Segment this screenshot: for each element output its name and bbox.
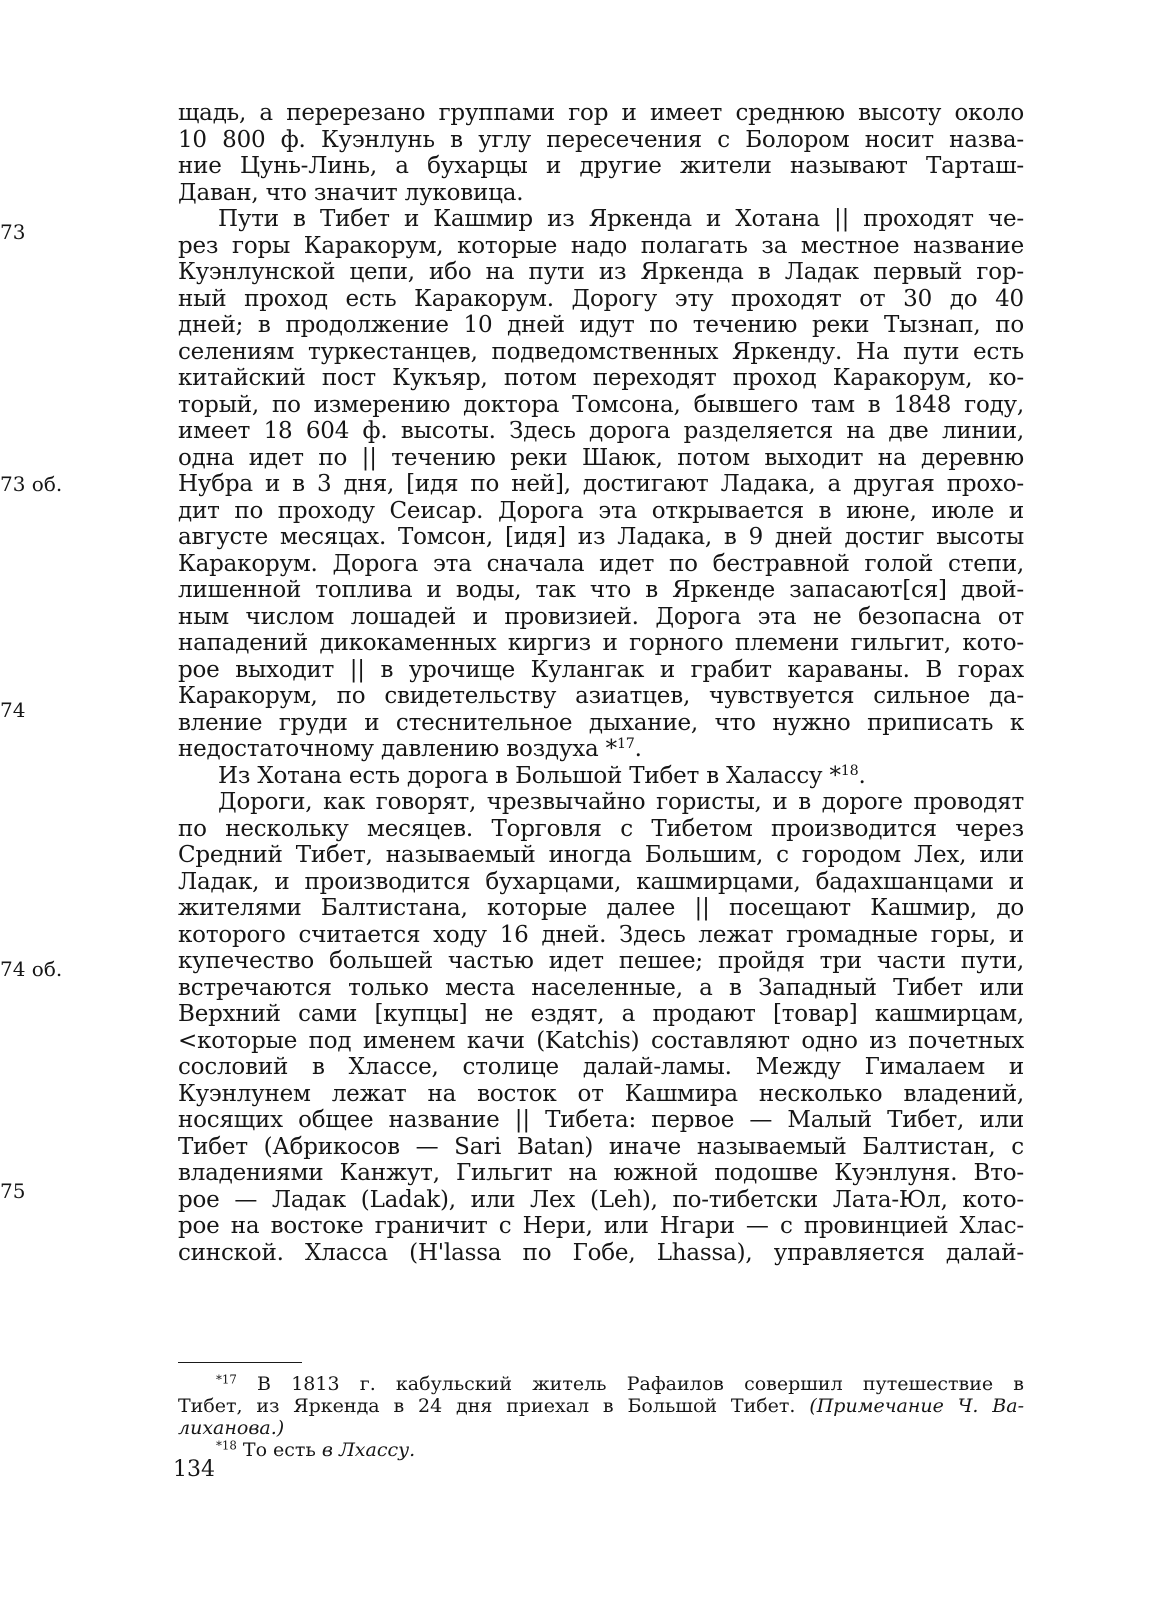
text-line: ный проход есть Каракорум. Дорогу эту проходят от 30 до 40 <box>178 285 1024 312</box>
margin-folio-note: 74 об. <box>0 957 63 981</box>
footnote-marker: *17 <box>216 1372 237 1387</box>
footnote-separator <box>178 1362 302 1363</box>
text-line: которого считается ходу 16 дней. Здесь лежат громадные горы, и <box>178 921 1024 948</box>
text-line-content: недостаточному давлению воздуха * <box>178 736 617 762</box>
margin-folio-note: 73 об. <box>0 472 63 496</box>
footnote-ref-17: 17 <box>616 736 635 753</box>
text-line: купечество большей частью идет пешее; пройдя три части пути, <box>178 948 1024 974</box>
text-line: лишенной топлива и воды, так что в Яркенде запасают[ся] двой- <box>178 577 1024 603</box>
text-line: нападений дикокаменных киргиз и горного племени гильгит, кото- <box>178 630 1024 656</box>
text-line: дней; в продолжение 10 дней идут по течению реки Тызнап, по <box>178 312 1024 338</box>
main-text <box>178 100 1024 1266</box>
text-line: Средний Тибет, называемый иногда Большим, с городом Лех, или <box>178 842 1024 868</box>
footnote-17-line: лиханова.) <box>178 1417 285 1439</box>
text-line: рое выходит || в урочище Кулангак и грабит караваны. В горах <box>178 656 1024 683</box>
text-line: Даван, что значит луковица. <box>178 179 524 206</box>
text-line: имеет 18 604 ф. высоты. Здесь дорога разделяется на две линии, <box>178 418 1024 444</box>
text-line: сословий в Хлассе, столице далай-ламы. Между Гималаем и <box>178 1054 1024 1080</box>
text-line: торый, по измерению доктора Томсона, бывшего там в 1848 году, <box>178 391 1024 418</box>
text-line: Тибет (Абрикосов — Sari Batan) иначе называемый Балтистан, с <box>178 1133 1024 1160</box>
text-line: селениям туркестанцев, подведомственных Яркенду. На пути есть <box>178 338 1024 365</box>
footnotes <box>178 1373 1024 1461</box>
text-line: Куэнлунской цепи, ибо на пути из Яркенда в Ладак первый гор- <box>178 259 1024 285</box>
margin-folio-note: 75 <box>0 1179 26 1203</box>
text-line: 10 800 ф. Куэнлунь в углу пересечения с Болором носит назва- <box>178 126 1024 153</box>
text-line: дит по проходу Сеисар. Дорога эта открывается в июне, июле и <box>178 497 1024 524</box>
text-line: Верхний сами [купцы] не ездят, а продают [товар] кашмирцам, <box>178 1001 1024 1027</box>
text-line: одна идет по || течению реки Шаюк, потом выходит на деревню <box>178 444 1024 471</box>
text-line: вление груди и стеснительное дыхание, что нужно приписать к <box>178 709 1024 736</box>
text-line: ние Цунь-Линь, а бухарцы и другие жители называют Тарташ- <box>178 153 1024 179</box>
text-line: встречаются только места населенные, а в Западный Тибет или <box>178 974 1024 1001</box>
text-line: Пути в Тибет и Кашмир из Яркенда и Хотана || проходят че- <box>218 206 1024 232</box>
footnote-marker: *18 <box>216 1438 237 1453</box>
text-line-tail: . <box>634 736 642 762</box>
text-line: синской. Хласса (H'lassa по Гобе, Lhassa), управляется далай- <box>178 1239 1024 1266</box>
footnote-ref-18: 18 <box>840 762 859 779</box>
text-line: <которые под именем качи (Katchis) составляют одно из почетных <box>178 1027 1024 1054</box>
text-line: владениями Канжут, Гильгит на южной подошве Куэнлуня. Вто- <box>178 1160 1024 1186</box>
footnote-17-line: $^{*17}$ В 1813 г. кабульский житель Рафаилов совершил путешествие в <box>216 1372 1024 1395</box>
text-line: Дороги, как говорят, чрезвычайно гористы, и в дороге проводят <box>218 789 1024 815</box>
footnote-18-line: $^{*18}$ То есть в Лхассу. <box>216 1438 416 1461</box>
text-line: рое на востоке граничит с Нери, или Нгари — с провинцией Хлас- <box>178 1213 1024 1239</box>
text-line: Каракорум. Дорога эта сначала идет по бестравной голой степи, <box>178 550 1024 577</box>
text-line-tail: . <box>858 762 866 789</box>
text-line: рое — Ладак (Ladak), или Лех (Leh), по-тибетски Лата-Юл, кото- <box>178 1186 1024 1213</box>
text-line: щадь, а перерезано группами гор и имеет среднюю высоту около <box>178 100 1024 126</box>
text-line: Куэнлунем лежат на восток от Кашмира несколько владений, <box>178 1080 1024 1107</box>
footnote-17-line: Тибет, из Яркенда в 24 дня приехал в Большой Тибет. (Примечание Ч. Ва- <box>178 1395 1024 1417</box>
text-line: носящих общее название || Тибета: первое — Малый Тибет, или <box>178 1107 1024 1133</box>
text-line: китайский пост Кукъяр, потом переходят проход Каракорум, ко- <box>178 365 1024 391</box>
text-line: Ладак, и производится бухарцами, кашмирцами, бадахшанцами и <box>178 868 1024 895</box>
text-line: Нубра и в 3 дня, [идя по ней], достигают Ладака, а другая прохо- <box>178 471 1024 497</box>
text-line: по нескольку месяцев. Торговля с Тибетом производится через <box>178 815 1024 842</box>
text-line: ным числом лошадей и провизией. Дорога эта не безопасна от <box>178 603 1024 630</box>
page-number: 134 <box>173 1457 215 1482</box>
text-line: рез горы Каракорум, которые надо полагать за местное название <box>178 232 1024 259</box>
text-line: жителями Балтистана, которые далее || посещают Кашмир, до <box>178 895 1024 921</box>
margin-folio-note: 73 <box>0 220 26 244</box>
text-line <box>178 736 1024 763</box>
text-line <box>178 763 1024 790</box>
text-line: Каракорум, по свидетельству азиатцев, чувствуется сильное да- <box>178 683 1024 709</box>
text-line: августе месяцах. Томсон, [идя] из Ладака, в 9 дней достиг высоты <box>178 524 1024 550</box>
margin-folio-note: 74 <box>0 698 26 722</box>
text-line-content: Из Хотана есть дорога в Большой Тибет в Халассу * <box>218 762 841 789</box>
